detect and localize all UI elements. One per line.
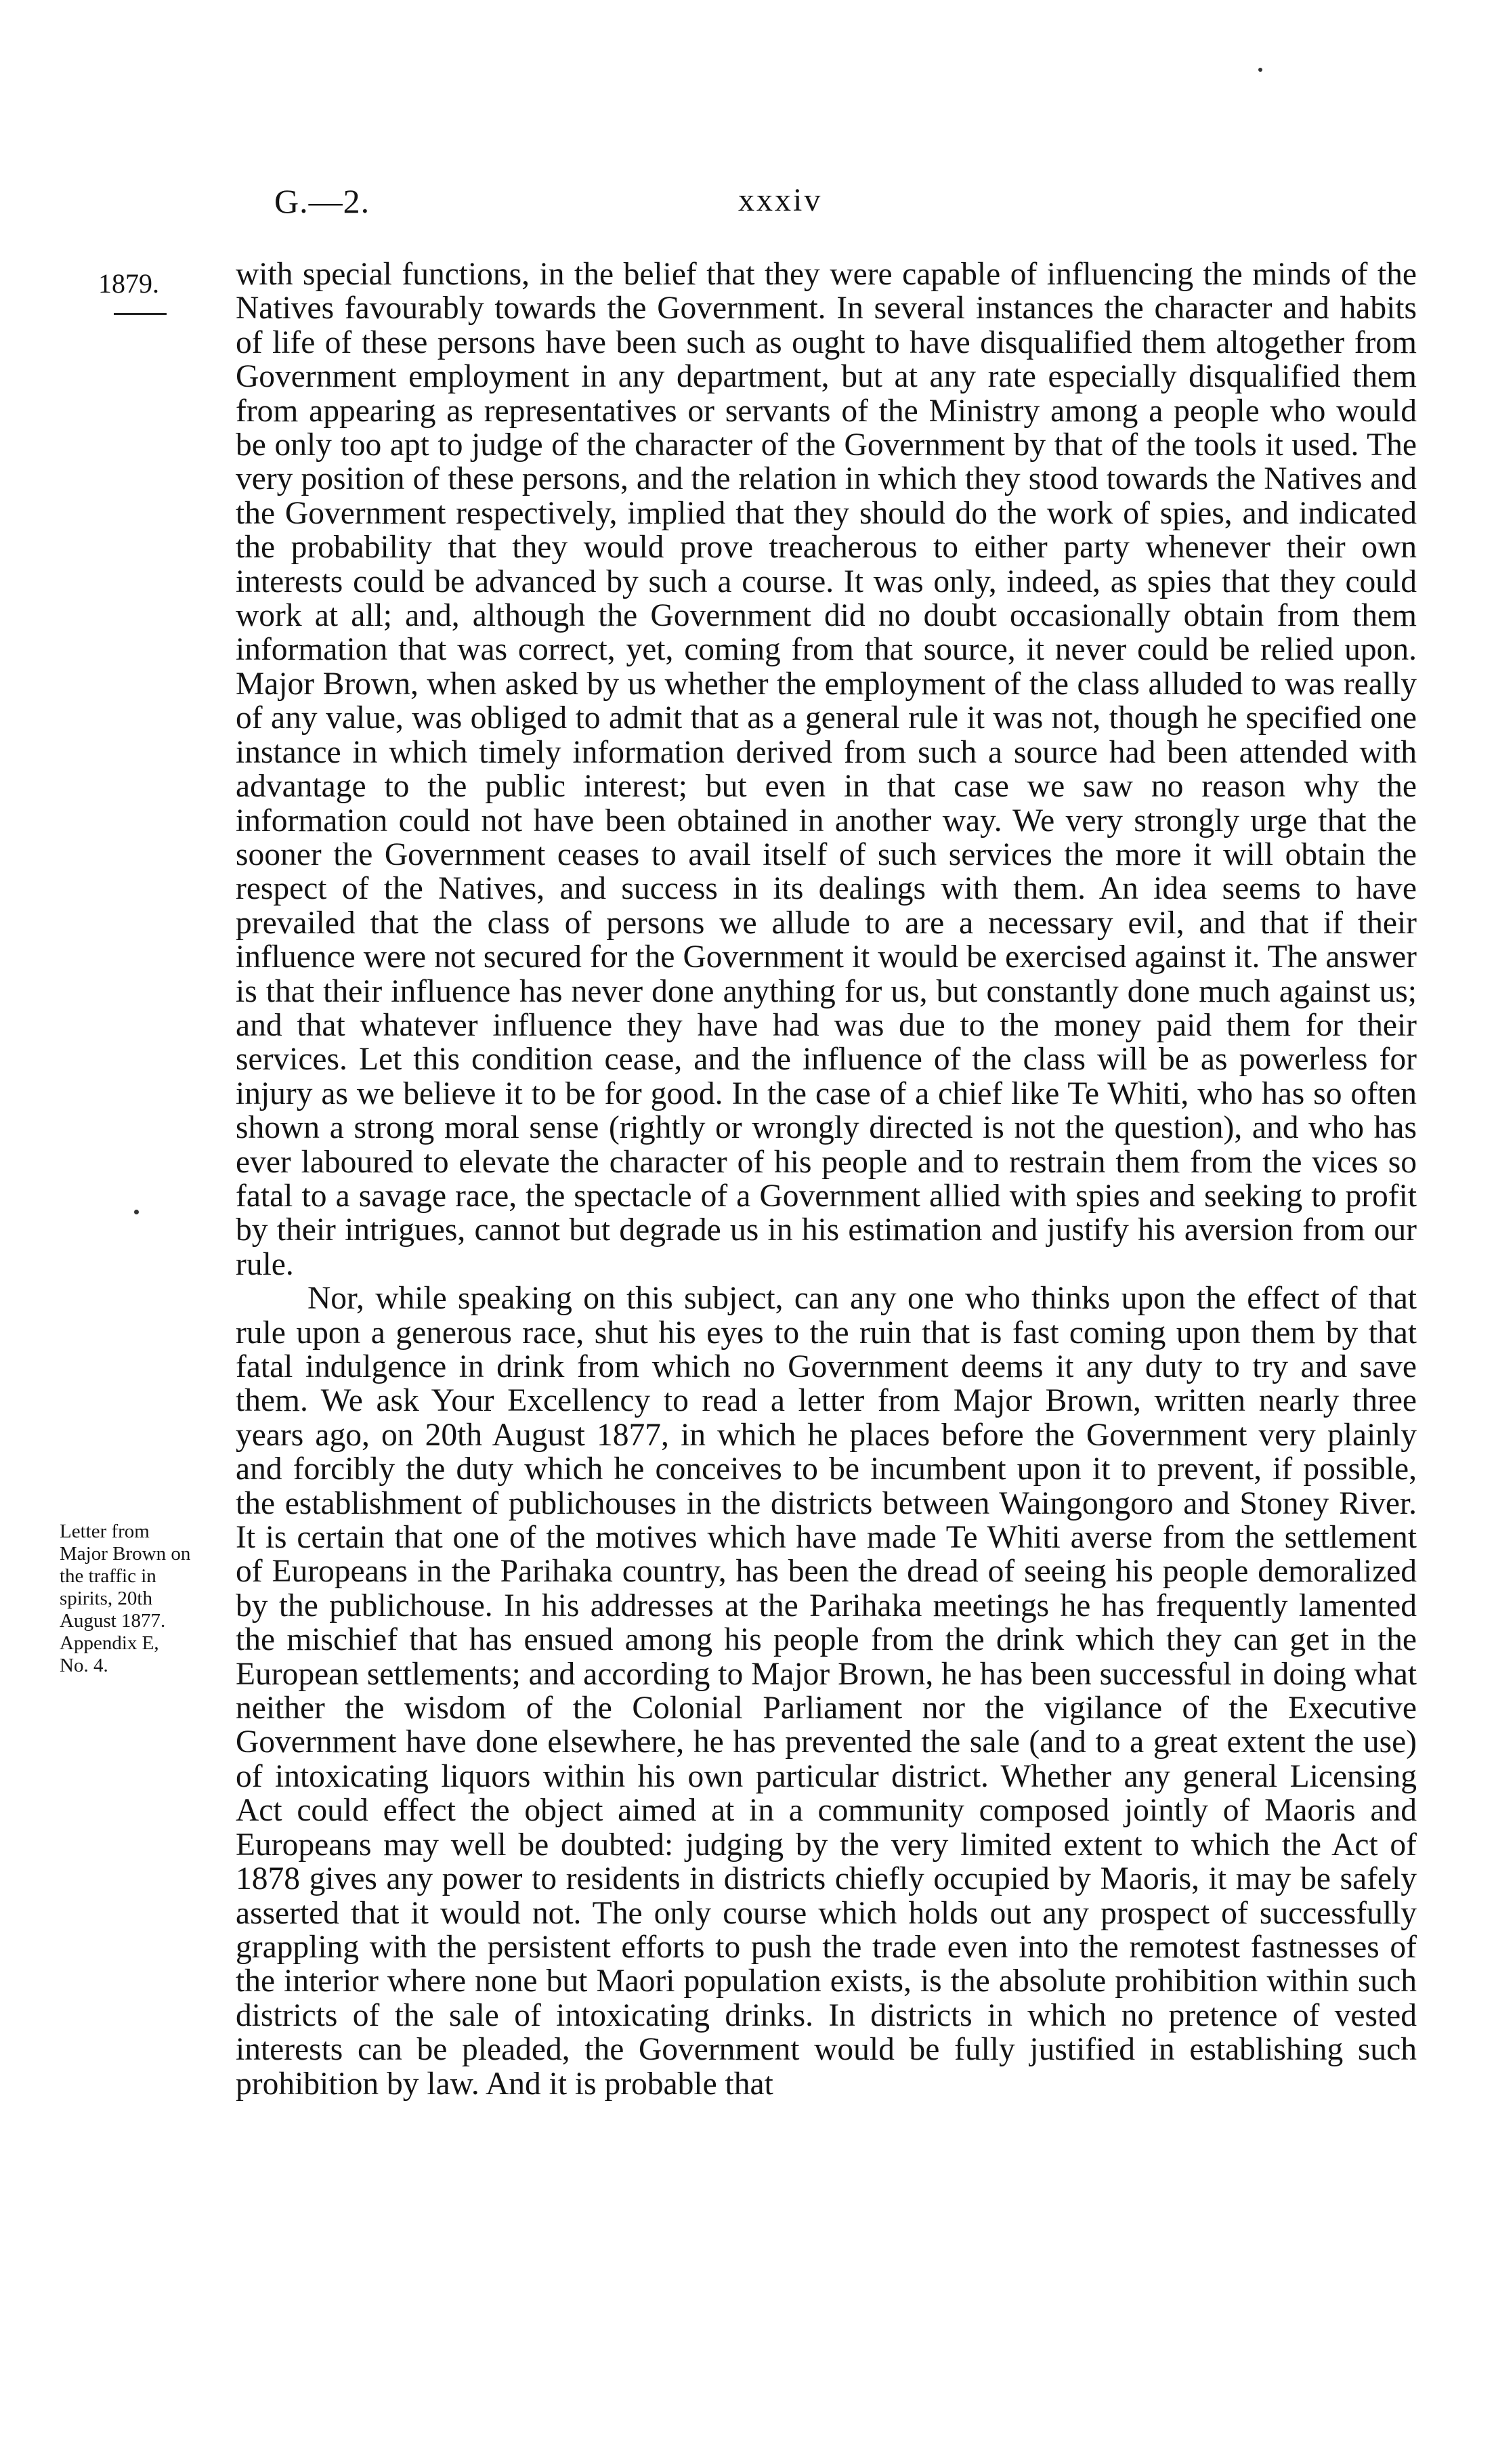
margin-note-line: No. 4. [60, 1655, 108, 1676]
scan-speck [1258, 68, 1262, 72]
margin-note-line: August 1877. [60, 1610, 166, 1632]
margin-note-line: Appendix E, [60, 1632, 159, 1654]
margin-note [60, 1521, 229, 1677]
paragraph: Nor, while speaking on this subject, can any one who thinks upon the effect of that rule upon a generous race, shut his eyes to the ruin that is fast coming upon them by that fatal indulgence in drink from which no Government deems it any duty to try and save them. We ask Your Excellency to read a letter from Major Brown, written nearly three years ago, on 20th August 1877, in which he places before the Government very plainly and forcibly the duty which he conceives to be incumbent upon it to prevent, if possible, the establishment of publichouses in the districts between Waingongoro and Stoney River. It is certain that one of the motives which have made Te Whiti averse from the settlement of Europeans in the Parihaka country, has been the dread of seeing his people demoralized by the publichouse. In his addresses at the Parihaka meetings he has frequently lamented the mischief that has ensued among his people from the drink which they can get in the European settlements; and according to Major Brown, he has been successful in doing what neither the wisdom of the Colonial Parliament nor the vigilance of the Executive Government have done elsewhere, he has prevented the sale (and to a great extent the use) of intoxicating liquors within his own particular district. Whether any general Licensing Act could effect the object aimed at in a community composed jointly of Maoris and Europeans may well be doubted: judging by the very limited extent to which the Act of 1878 gives any power to residents in districts chiefly occupied by Maoris, it may be safely asserted that it would not. The only course which holds out any prospect of successfully grappling with the persistent efforts to push the trade even into the remotest fastnesses of the interior where none but Maori population exists, is the absolute prohibition within such districts of the sale of intoxicating drinks. In districts in which no pretence of vested interests can be pleaded, the Government would be fully justified in establishing such prohibition by law. And it is probable that [236, 1281, 1417, 2102]
margin-note-line: Major Brown on [60, 1543, 191, 1565]
paragraph: with special functions, in the belief that they were capable of influencing the minds of the Natives favourably towards the Government. In several instances the character and habits of life of these persons have been such as ought to have disqualified them altogether from Government employment in any department, but at any rate especially disqualified them from appearing as representatives or servants of the Ministry among a people who would be only too apt to judge of the character of the Government by that of the tools it used. The very position of these persons, and the relation in which they stood towards the Natives and the Government respectively, implied that they should do the work of spies, and indicated the probability that they would prove treacherous to either party whenever their own interests could be advanced by such a course. It was only, indeed, as spies that they could work at all; and, although the Government did no doubt occasionally obtain from them information that was correct, yet, coming from that source, it never could be relied upon. Major Brown, when asked by us whether the employment of the class alluded to was really of any value, was obliged to admit that as a general rule it was not, though he specified one instance in which timely information derived from such a source had been attended with advantage to the public interest; but even in that case we saw no reason why the information could not have been obtained in another way. We very strongly urge that the sooner the Government ceases to avail itself of such services the more it will obtain the respect of the Natives, and success in its dealings with them. An idea seems to have prevailed that the class of persons we allude to are a necessary evil, and that if their influence were not secured for the Government it would be exercised against it. The answer is that their influence has never done anything for us, but constantly done much against us; and that whatever influence they have had was due to the money paid them for their services. Let this condition cease, and the influence of the class will be as powerless for injury as we believe it to be for good. In the case of a chief like Te Whiti, who has so often shown a strong moral sense (rightly or wrongly directed is not the question), and who has ever laboured to elevate the character of his people and to restrain them from the vices so fatal to a savage race, the spectacle of a Government allied with spies and seeking to profit by their intrigues, cannot but degrade us in his estimation and justify his aversion from our rule. [236, 257, 1417, 1282]
margin-year: 1879. [98, 268, 159, 299]
document-reference: G.—2. [274, 182, 370, 220]
margin-year-rule [114, 313, 167, 315]
scan-speck [134, 1210, 139, 1214]
page-number: xxxiv [738, 182, 823, 218]
margin-note-line: the traffic in [60, 1565, 156, 1587]
body-text [236, 257, 1417, 2101]
margin-note-line: spirits, 20th [60, 1588, 152, 1609]
margin-note-line: Letter from [60, 1521, 150, 1542]
